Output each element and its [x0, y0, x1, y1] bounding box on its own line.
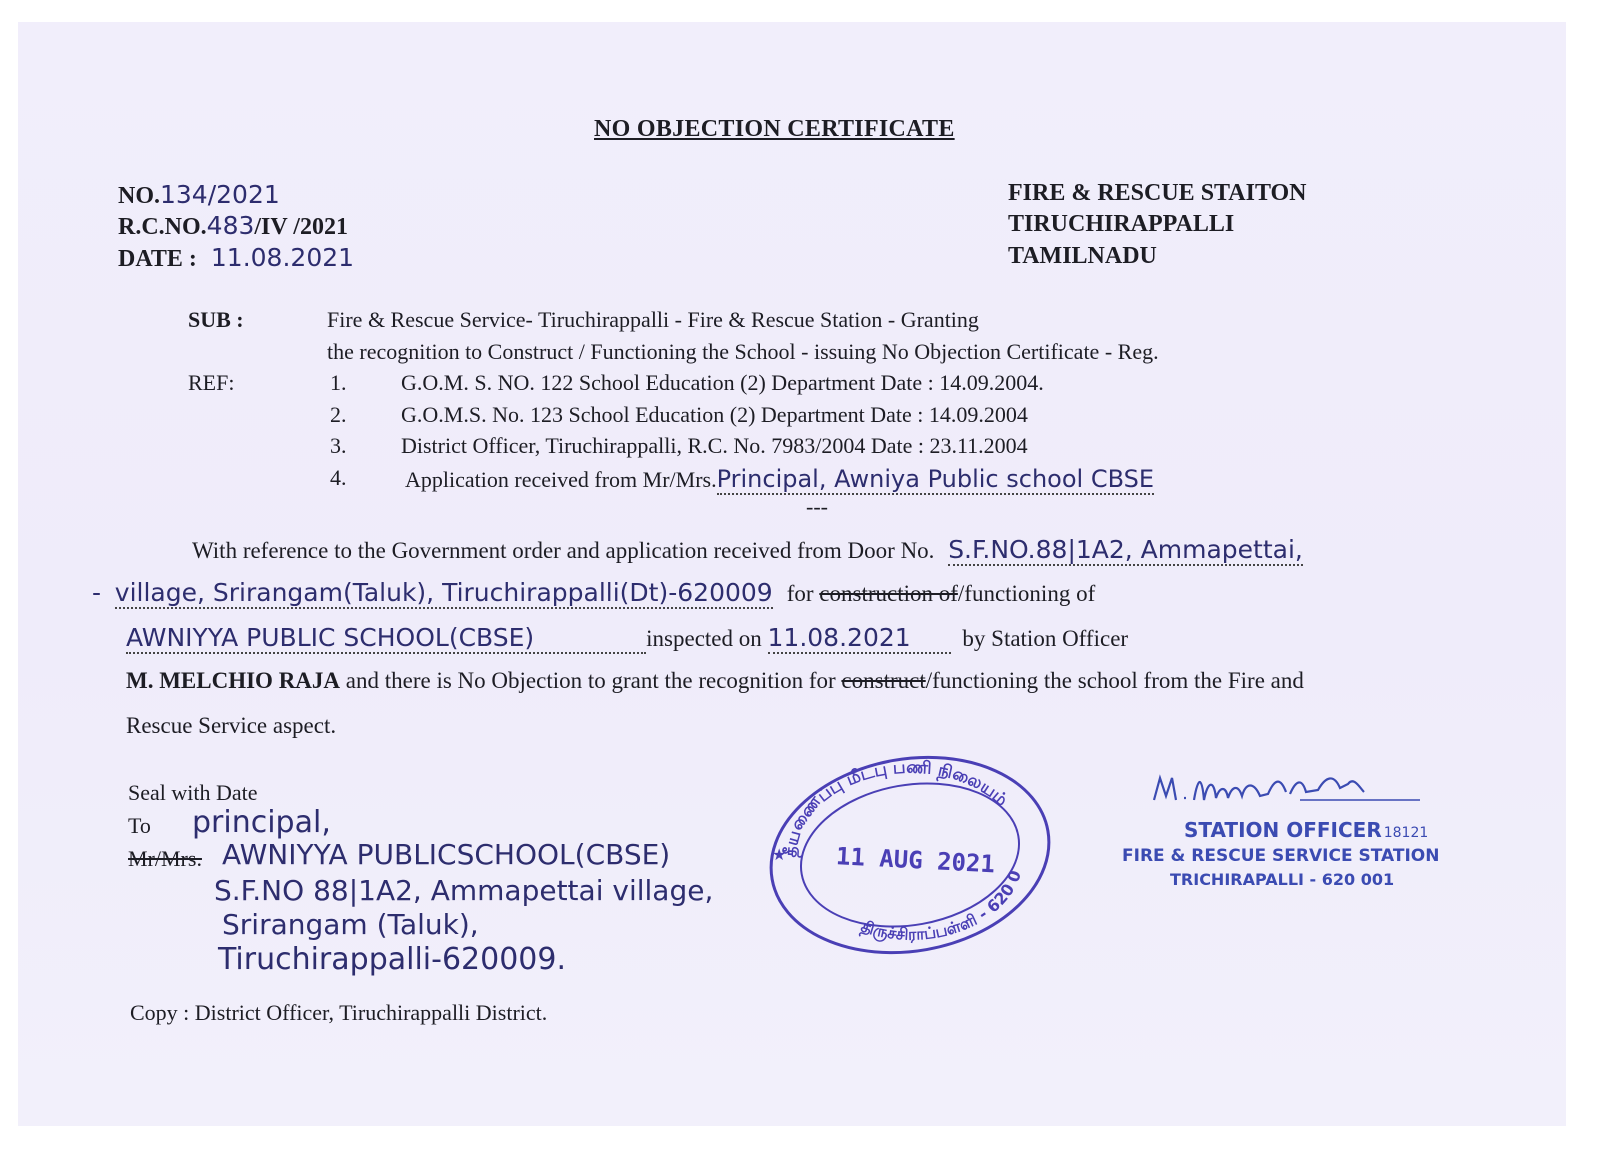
subject-line-2: the recognition to Construct / Functioning the School - issuing No Objection Certificate - Reg. — [327, 339, 1159, 364]
certificate-number-row — [118, 180, 280, 210]
seal-with-date-label: Seal with Date — [128, 780, 258, 805]
body-intro: With reference to the Government order and application received from Door No. — [192, 538, 935, 563]
school-name-handwritten: AWNIYYA PUBLIC SCHOOL(CBSE) — [126, 623, 646, 654]
rc-number-row — [118, 211, 348, 241]
officer-signature — [1150, 770, 1440, 810]
mrs-label: Mr/Mrs. — [128, 846, 202, 871]
functioning-of: /functioning of — [957, 581, 1096, 606]
address-line-2-handwritten: S.F.NO 88|1A2, Ammapettai village, — [214, 874, 714, 907]
to-handwritten: principal, — [192, 805, 331, 840]
body-line-4-b: /functioning the school from the Fire and — [925, 668, 1304, 693]
ref-1-text: G.O.M. S. NO. 122 School Education (2) Department Date : 14.09.2004. — [401, 370, 1044, 395]
stamp-station-officer: STATION OFFICER — [1184, 818, 1382, 842]
seal-date: 11 AUG 2021 — [835, 842, 996, 879]
ref-3-text: District Officer, Tiruchirappalli, R.C. No. 7983/2004 Date : 23.11.2004 — [401, 433, 1028, 458]
door-number-handwritten: S.F.NO.88|1A2, Ammapettai, — [948, 535, 1303, 564]
address-handwritten: village, Srirangam(Taluk), Tiruchirappalli(Dt)-620009 — [114, 578, 773, 607]
ref-3-num: 3. — [330, 433, 347, 458]
rc-label: R.C.NO. — [118, 214, 207, 240]
line-dash: - — [92, 578, 102, 607]
rc-value: 483 — [206, 211, 255, 240]
seal-top-text: தீயணைப்பு மீட்பு பணி நிலையம் — [781, 757, 1012, 858]
ref-4-num: 4. — [330, 465, 347, 490]
no-value: 134/2021 — [160, 180, 280, 209]
stamp-address-line: TRICHIRAPALLI - 620 001 — [1170, 870, 1395, 889]
signature-scrawl — [1150, 770, 1440, 810]
stamp-station-line: FIRE & RESCUE SERVICE STATION — [1122, 846, 1440, 866]
struck-construct: construct — [841, 668, 926, 693]
body-line-5: Rescue Service aspect. — [126, 713, 337, 738]
mrs-label-row — [128, 846, 202, 872]
inspected-on: inspected on — [646, 626, 762, 651]
station-state: TAMILNADU — [1008, 243, 1157, 269]
address-line-1-handwritten: AWNIYYA PUBLICSCHOOL(CBSE) — [222, 838, 671, 871]
body-line-4-a: and there is No Objection to grant the recognition for — [340, 668, 842, 693]
copy-to-line: Copy : District Officer, Tiruchirappalli District. — [130, 1000, 548, 1025]
by-station-officer: by Station Officer — [962, 626, 1129, 651]
subject-label: SUB : — [188, 307, 244, 332]
body-line-4 — [126, 668, 1304, 694]
address-line-4-handwritten: Tiruchirappalli-620009. — [218, 942, 567, 977]
ref-1-num: 1. — [330, 370, 347, 395]
station-name: FIRE & RESCUE STAITON — [1008, 180, 1307, 206]
officer-name: M. MELCHIO RAJA — [126, 668, 341, 693]
to-label: To — [128, 813, 151, 838]
no-label: NO. — [118, 183, 160, 209]
station-city: TIRUCHIRAPPALLI — [1008, 211, 1235, 237]
ref-2-text: G.O.M.S. No. 123 School Education (2) Department Date : 14.09.2004 — [401, 402, 1028, 427]
seal-bottom-text: திருச்சிராப்பள்ளி - 620 0 — [858, 867, 1025, 944]
ref-4-text: Application received from Mr/Mrs. — [405, 467, 717, 492]
officer-stamp-title — [1184, 818, 1428, 842]
certificate-title: NO OBJECTION CERTIFICATE — [594, 116, 955, 142]
ref-label: REF: — [188, 370, 235, 395]
ref-4-handwritten: Principal, Awniya Public school CBSE — [716, 465, 1155, 493]
body-line-1 — [192, 535, 1303, 564]
date-row — [118, 243, 354, 273]
struck-construction: construction of — [819, 581, 958, 606]
date-value: 11.08.2021 — [210, 243, 355, 272]
rc-suffix: /IV /2021 — [254, 214, 348, 240]
address-line-3-handwritten: Srirangam (Taluk), — [222, 908, 479, 941]
body-line-2 — [92, 578, 1095, 607]
subject-line-1: Fire & Rescue Service- Tiruchirappalli - Fire & Rescue Station - Granting — [327, 307, 979, 332]
ref-separator: --- — [806, 494, 828, 519]
for-word: for — [786, 581, 814, 606]
seal-star-icon: ★ — [772, 847, 787, 864]
ref-4-row — [405, 465, 1154, 493]
inspection-date-handwritten: 11.08.2021 — [768, 623, 951, 654]
office-seal — [760, 750, 1060, 960]
date-label: DATE : — [118, 246, 197, 272]
stamp-date-scrawl: 18121 — [1383, 825, 1429, 841]
office-seal-graphic — [760, 750, 1060, 960]
body-line-3 — [126, 623, 1128, 652]
ref-2-num: 2. — [330, 402, 347, 427]
